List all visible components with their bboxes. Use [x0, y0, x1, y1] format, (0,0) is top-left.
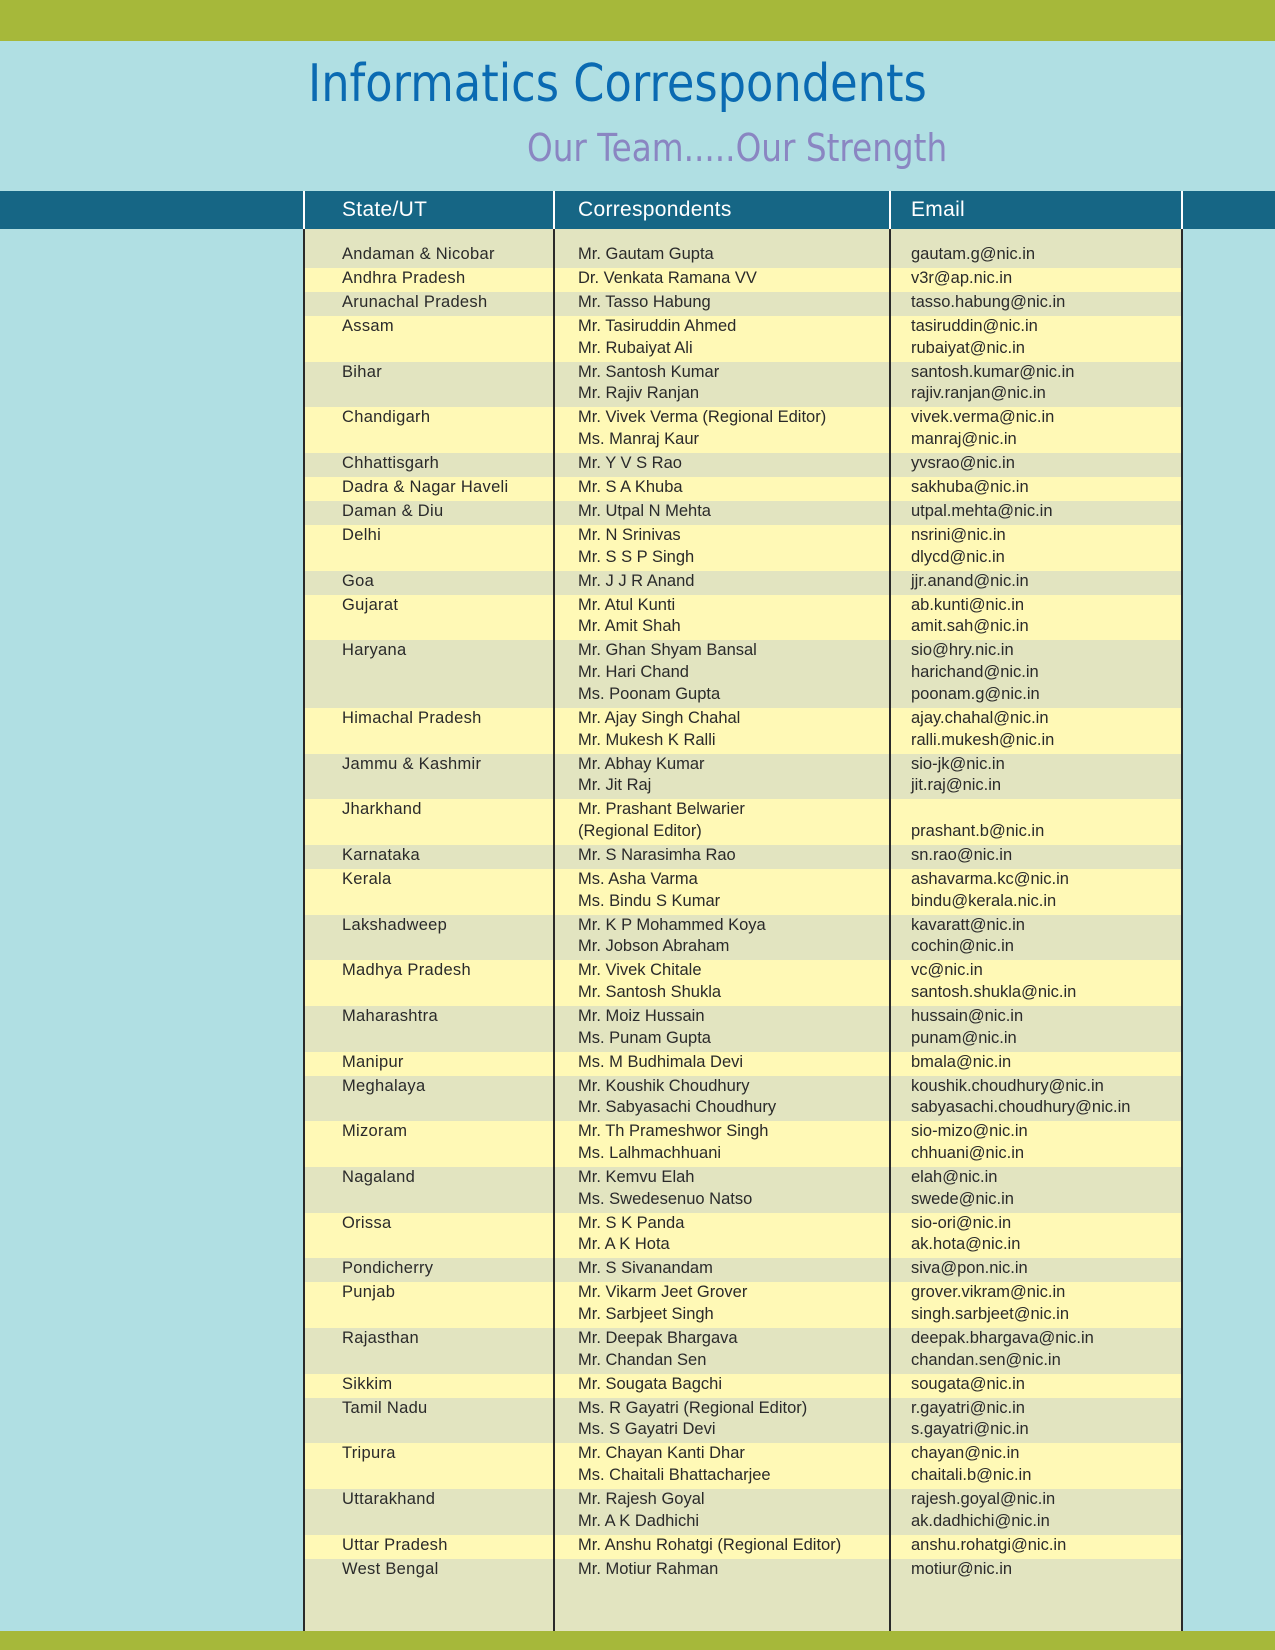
correspondent-name: Mr. Kemvu Elah — [578, 1168, 695, 1187]
email-address: amit.sah@nic.in — [911, 617, 1029, 636]
table-row — [304, 525, 1182, 571]
email-address: siva@pon.nic.in — [911, 1259, 1028, 1278]
correspondents-cell — [578, 1443, 771, 1486]
table-row — [304, 845, 1182, 869]
correspondents-cell — [578, 316, 736, 359]
correspondents-cell — [578, 525, 694, 568]
header-divider-left — [303, 191, 305, 229]
state-cell: Goa — [342, 571, 375, 590]
email-cell — [911, 640, 1040, 705]
correspondents-cell — [578, 477, 683, 499]
correspondents-cell — [578, 292, 711, 314]
correspondent-name: Mr. Moiz Hussain — [578, 1006, 705, 1025]
email-address: nsrini@nic.in — [911, 526, 1006, 545]
table-row — [304, 1167, 1182, 1213]
correspondent-name: Ms. Punam Gupta — [578, 1028, 711, 1047]
correspondent-name: Mr. Chayan Kanti Dhar — [578, 1444, 745, 1463]
table-row — [304, 501, 1182, 525]
table-row — [304, 571, 1182, 595]
state-cell: Arunachal Pradesh — [342, 293, 488, 311]
table-row — [304, 268, 1182, 292]
correspondents-cell — [578, 571, 694, 593]
state-cell: Manipur — [342, 1052, 404, 1071]
correspondent-name: Mr. Ajay Singh Chahal — [578, 708, 741, 727]
email-address: motiur@nic.in — [911, 1559, 1013, 1578]
correspondents-cell — [578, 1489, 705, 1532]
email-address: utpal.mehta@nic.in — [911, 502, 1053, 521]
correspondents-cell — [578, 1374, 722, 1396]
email-address: sio-ori@nic.in — [911, 1213, 1012, 1232]
correspondent-name: Mr. Rubaiyat Ali — [578, 338, 693, 357]
email-address: grover.vikram@nic.in — [911, 1283, 1066, 1302]
email-cell — [911, 799, 1044, 842]
email-cell — [911, 362, 1075, 405]
table-row — [304, 1559, 1182, 1583]
email-address — [911, 799, 1044, 821]
top-accent-bar — [0, 0, 1275, 41]
email-cell — [911, 1167, 1014, 1210]
state-cell: Gujarat — [342, 595, 399, 614]
correspondent-name: Mr. Atul Kunti — [578, 595, 676, 614]
column-header-correspondents: Correspondents — [578, 198, 732, 221]
email-address: vc@nic.in — [911, 961, 983, 980]
email-address: sakhuba@nic.in — [911, 478, 1029, 497]
email-address: hussain@nic.in — [911, 1006, 1024, 1025]
email-address: deepak.bhargava@nic.in — [911, 1329, 1094, 1348]
correspondents-cell — [578, 1282, 747, 1325]
email-cell — [911, 1282, 1069, 1325]
email-cell — [911, 571, 1029, 593]
state-cell: Andaman & Nicobar — [342, 245, 495, 263]
correspondent-name: Mr. Prashant Belwarier — [578, 800, 745, 819]
email-cell — [911, 869, 1069, 912]
email-cell — [911, 501, 1053, 523]
correspondents-cell — [578, 362, 719, 405]
correspondent-name: Ms. M Budhimala Devi — [578, 1052, 744, 1071]
state-cell: Lakshadweep — [342, 915, 448, 934]
email-cell — [911, 1559, 1012, 1581]
table-row — [304, 244, 1182, 268]
table-row — [304, 1443, 1182, 1489]
state-cell: Uttar Pradesh — [342, 1535, 448, 1554]
email-address: ajay.chahal@nic.in — [911, 708, 1049, 727]
email-cell — [911, 1258, 1028, 1280]
email-address: punam@nic.in — [911, 1028, 1017, 1047]
table-row — [304, 1328, 1182, 1374]
state-cell: Meghalaya — [342, 1076, 426, 1095]
table-row — [304, 708, 1182, 754]
state-cell: Maharashtra — [342, 1006, 438, 1025]
email-address: tasso.habung@nic.in — [911, 293, 1066, 311]
correspondent-name: Mr. Vivek Chitale — [578, 961, 702, 980]
correspondent-name: Dr. Venkata Ramana VV — [578, 269, 757, 287]
state-cell: Himachal Pradesh — [342, 708, 482, 727]
column-header-email: Email — [911, 198, 966, 221]
email-address: chaitali.b@nic.in — [911, 1466, 1032, 1485]
email-cell — [911, 453, 1015, 475]
correspondents-cell — [578, 754, 705, 797]
email-address: chhuani@nic.in — [911, 1144, 1025, 1163]
email-cell — [911, 1213, 1020, 1256]
email-address: r.gayatri@nic.in — [911, 1398, 1025, 1417]
email-address: elah@nic.in — [911, 1168, 998, 1187]
header-divider-1 — [553, 191, 555, 229]
correspondent-name: Mr. S Narasimha Rao — [578, 845, 736, 864]
table-border-left — [303, 191, 305, 1631]
email-address: rajiv.ranjan@nic.in — [911, 384, 1046, 403]
correspondent-name: Mr. S Sivanandam — [578, 1259, 713, 1278]
correspondent-name: Mr. Vikarm Jeet Grover — [578, 1283, 748, 1302]
state-cell: Bihar — [342, 362, 383, 381]
correspondent-name: Mr. Rajiv Ranjan — [578, 384, 700, 403]
email-cell — [911, 1328, 1094, 1371]
correspondent-name: Mr. Vivek Verma (Regional Editor) — [578, 408, 827, 427]
email-address: ak.hota@nic.in — [911, 1235, 1021, 1254]
email-cell — [911, 268, 1012, 290]
email-cell — [911, 477, 1029, 499]
correspondents-cell — [578, 268, 757, 290]
correspondent-name: Mr. Koushik Choudhury — [578, 1076, 750, 1095]
email-cell — [911, 1121, 1028, 1164]
correspondent-name: Mr. S A Khuba — [578, 478, 683, 497]
table-row — [304, 1489, 1182, 1535]
table-row — [304, 915, 1182, 961]
table-row — [304, 960, 1182, 1006]
email-address: yvsrao@nic.in — [911, 454, 1015, 473]
table-row — [304, 1213, 1182, 1259]
page-subtitle: Our Team.....Our Strength — [527, 126, 948, 170]
email-address: singh.sarbjeet@nic.in — [911, 1305, 1069, 1324]
correspondents-cell — [578, 960, 721, 1003]
correspondents-cell — [578, 640, 757, 705]
state-cell: Andhra Pradesh — [342, 269, 466, 287]
state-cell: Delhi — [342, 526, 382, 545]
correspondents-cell — [578, 1535, 841, 1557]
table-row — [304, 1398, 1182, 1444]
correspondents-cell — [578, 799, 745, 842]
email-cell — [911, 1076, 1130, 1119]
state-cell: Jammu & Kashmir — [342, 754, 482, 773]
email-address: harichand@nic.in — [911, 663, 1039, 682]
email-address: dlycd@nic.in — [911, 547, 1005, 566]
correspondent-name: Mr. Abhay Kumar — [578, 754, 705, 773]
correspondents-cell — [578, 1006, 711, 1049]
correspondents-cell — [578, 1328, 738, 1371]
email-cell — [911, 525, 1006, 568]
email-cell — [911, 595, 1029, 638]
correspondent-name: (Regional Editor) — [578, 821, 702, 840]
email-address: bindu@kerala.nic.in — [911, 891, 1057, 910]
correspondents-cell — [578, 708, 740, 751]
email-address: kavaratt@nic.in — [911, 915, 1025, 934]
email-cell — [911, 244, 1035, 266]
email-cell — [911, 292, 1065, 314]
email-address: cochin@nic.in — [911, 937, 1014, 956]
email-address: jjr.anand@nic.in — [911, 571, 1029, 590]
correspondent-name: Mr. J J R Anand — [578, 571, 695, 590]
email-address: rajesh.goyal@nic.in — [911, 1490, 1056, 1509]
email-address: vivek.verma@nic.in — [911, 408, 1055, 427]
state-cell: Tamil Nadu — [342, 1398, 428, 1417]
email-address: sio@hry.nic.in — [911, 641, 1014, 660]
bottom-accent-bar — [0, 1631, 1275, 1650]
email-cell — [911, 754, 1005, 797]
correspondent-name: Mr. Sarbjeet Singh — [578, 1305, 714, 1324]
email-cell — [911, 1374, 1025, 1396]
table-row — [304, 1121, 1182, 1167]
correspondent-name: Ms. S Gayatri Devi — [578, 1420, 716, 1439]
correspondent-name: Mr. N Srinivas — [578, 526, 681, 545]
correspondent-name: Ms. Asha Varma — [578, 869, 698, 888]
correspondent-name: Mr. Utpal N Mehta — [578, 502, 711, 521]
state-cell: Assam — [342, 317, 394, 335]
state-cell: Haryana — [342, 641, 407, 660]
email-address: sabyasachi.choudhury@nic.in — [911, 1098, 1131, 1117]
correspondent-name: Mr. Ghan Shyam Bansal — [578, 641, 757, 660]
state-cell: Daman & Diu — [342, 502, 444, 521]
correspondent-name: Ms. Chaitali Bhattacharjee — [578, 1466, 771, 1485]
email-cell — [911, 960, 1076, 1003]
email-address: prashant.b@nic.in — [911, 821, 1045, 840]
email-address: ralli.mukesh@nic.in — [911, 730, 1055, 749]
state-cell: Sikkim — [342, 1374, 393, 1393]
correspondents-cell — [578, 1559, 718, 1581]
correspondent-name: Mr. A K Dadhichi — [578, 1511, 700, 1530]
table-row — [304, 640, 1182, 707]
column-header-state: State/UT — [342, 198, 428, 221]
correspondents-cell — [578, 595, 681, 638]
state-cell: Orissa — [342, 1213, 392, 1232]
email-address: rubaiyat@nic.in — [911, 338, 1025, 357]
state-cell: Madhya Pradesh — [342, 961, 471, 980]
correspondents-cell — [578, 869, 720, 912]
table-row — [304, 477, 1182, 501]
correspondent-name: Ms. Poonam Gupta — [578, 684, 721, 703]
correspondent-name: Mr. Amit Shah — [578, 617, 681, 636]
column-divider-1 — [553, 191, 555, 1631]
correspondent-name: Mr. Th Prameshwor Singh — [578, 1122, 769, 1141]
correspondents-cell — [578, 1213, 684, 1256]
table-row — [304, 362, 1182, 408]
correspondents-cell — [578, 845, 736, 867]
correspondent-name: Mr. Santosh Kumar — [578, 362, 720, 381]
correspondent-name: Mr. Sabyasachi Choudhury — [578, 1098, 777, 1117]
state-cell: West Bengal — [342, 1559, 439, 1578]
email-address: poonam.g@nic.in — [911, 684, 1040, 703]
email-address: sio-jk@nic.in — [911, 754, 1005, 773]
column-divider-2 — [889, 191, 891, 1631]
correspondent-name: Mr. Y V S Rao — [578, 454, 682, 473]
email-cell — [911, 1398, 1029, 1441]
email-address: koushik.choudhury@nic.in — [911, 1076, 1104, 1095]
state-cell: Mizoram — [342, 1122, 408, 1141]
table-row — [304, 1076, 1182, 1122]
email-address: santosh.kumar@nic.in — [911, 362, 1075, 381]
header-divider-2 — [889, 191, 891, 229]
state-cell: Pondicherry — [342, 1259, 434, 1278]
table-row — [304, 453, 1182, 477]
correspondent-name: Ms. Manraj Kaur — [578, 430, 700, 449]
table-row — [304, 1258, 1182, 1282]
correspondent-name: Mr. Sougata Bagchi — [578, 1374, 723, 1393]
table-row — [304, 799, 1182, 845]
correspondents-cell — [578, 501, 711, 523]
email-address: s.gayatri@nic.in — [911, 1420, 1029, 1439]
email-cell — [911, 1535, 1066, 1557]
correspondents-cell — [578, 1167, 752, 1210]
table-row — [304, 1006, 1182, 1052]
correspondent-name: Mr. K P Mohammed Koya — [578, 915, 766, 934]
table-row — [304, 595, 1182, 641]
state-cell: Karnataka — [342, 845, 420, 864]
table-border-right — [1181, 191, 1183, 1631]
correspondent-name: Mr. Rajesh Goyal — [578, 1490, 705, 1509]
state-cell: Kerala — [342, 869, 392, 888]
table-row — [304, 869, 1182, 915]
table-row — [304, 407, 1182, 453]
table-rows — [304, 244, 1182, 1583]
correspondent-name: Mr. Jobson Abraham — [578, 937, 730, 956]
correspondent-name: Mr. Anshu Rohatgi (Regional Editor) — [578, 1535, 842, 1554]
email-address: manraj@nic.in — [911, 430, 1017, 449]
table-row — [304, 292, 1182, 316]
correspondent-name: Mr. Deepak Bhargava — [578, 1329, 738, 1348]
correspondent-name: Mr. Mukesh K Ralli — [578, 730, 716, 749]
correspondent-name: Mr. Gautam Gupta — [578, 245, 714, 263]
email-address: tasiruddin@nic.in — [911, 317, 1038, 335]
state-cell: Tripura — [342, 1444, 396, 1463]
email-address: ab.kunti@nic.in — [911, 595, 1025, 614]
email-address: sn.rao@nic.in — [911, 845, 1013, 864]
table-row — [304, 754, 1182, 800]
correspondent-name: Mr. Santosh Shukla — [578, 982, 722, 1001]
email-cell — [911, 845, 1012, 867]
email-address: ak.dadhichi@nic.in — [911, 1511, 1050, 1530]
correspondent-name: Mr. Jit Raj — [578, 776, 652, 795]
correspondents-cell — [578, 453, 682, 475]
state-cell: Dadra & Nagar Haveli — [342, 478, 509, 497]
email-cell — [911, 1052, 1011, 1074]
correspondent-name: Ms. R Gayatri (Regional Editor) — [578, 1398, 808, 1417]
correspondent-name: Ms. Swedesenuo Natso — [578, 1189, 753, 1208]
correspondent-name: Mr. Tasso Habung — [578, 293, 711, 311]
table-row — [304, 316, 1182, 362]
correspondent-name: Mr. S S P Singh — [578, 547, 695, 566]
email-cell — [911, 1443, 1031, 1486]
email-address: jit.raj@nic.in — [911, 776, 1002, 795]
correspondent-name: Mr. Hari Chand — [578, 663, 689, 682]
header-divider-right — [1181, 191, 1183, 229]
email-address: chandan.sen@nic.in — [911, 1350, 1061, 1369]
page-title: Informatics Correspondents — [308, 54, 927, 114]
email-address: v3r@ap.nic.in — [911, 269, 1013, 287]
email-cell — [911, 316, 1038, 359]
email-address: swede@nic.in — [911, 1189, 1014, 1208]
correspondent-name: Mr. S K Panda — [578, 1213, 685, 1232]
correspondents-cell — [578, 1052, 743, 1074]
state-cell: Nagaland — [342, 1168, 416, 1187]
email-address: chayan@nic.in — [911, 1444, 1020, 1463]
email-cell — [911, 915, 1025, 958]
table-row — [304, 1374, 1182, 1398]
correspondent-name: Mr. Tasiruddin Ahmed — [578, 317, 737, 335]
correspondent-name: Ms. Bindu S Kumar — [578, 891, 721, 910]
correspondents-cell — [578, 1258, 713, 1280]
table-row — [304, 1052, 1182, 1076]
state-cell: Chandigarh — [342, 408, 431, 427]
correspondent-name: Mr. Chandan Sen — [578, 1350, 707, 1369]
correspondent-name: Ms. Lalhmachhuani — [578, 1144, 722, 1163]
correspondents-cell — [578, 407, 826, 450]
state-cell: Uttarakhand — [342, 1490, 436, 1509]
email-address: gautam.g@nic.in — [911, 245, 1036, 263]
state-cell: Jharkhand — [342, 800, 422, 819]
correspondents-cell — [578, 915, 766, 958]
email-cell — [911, 407, 1054, 450]
email-cell — [911, 1489, 1055, 1532]
table-row — [304, 1282, 1182, 1328]
email-cell — [911, 708, 1054, 751]
email-address: bmala@nic.in — [911, 1052, 1012, 1071]
table-row — [304, 1535, 1182, 1559]
email-address: anshu.rohatgi@nic.in — [911, 1535, 1067, 1554]
email-address: sougata@nic.in — [911, 1374, 1025, 1393]
email-cell — [911, 1006, 1023, 1049]
correspondents-cell — [578, 244, 714, 266]
email-address: santosh.shukla@nic.in — [911, 982, 1077, 1001]
correspondent-name: Mr. A K Hota — [578, 1235, 670, 1254]
email-address: ashavarma.kc@nic.in — [911, 869, 1069, 888]
state-cell: Rajasthan — [342, 1329, 419, 1348]
state-cell: Chhattisgarh — [342, 454, 440, 473]
correspondents-cell — [578, 1121, 768, 1164]
correspondents-cell — [578, 1076, 776, 1119]
correspondent-name: Mr. Motiur Rahman — [578, 1559, 719, 1578]
email-address: sio-mizo@nic.in — [911, 1122, 1028, 1141]
state-cell: Punjab — [342, 1283, 396, 1302]
correspondents-cell — [578, 1398, 807, 1441]
